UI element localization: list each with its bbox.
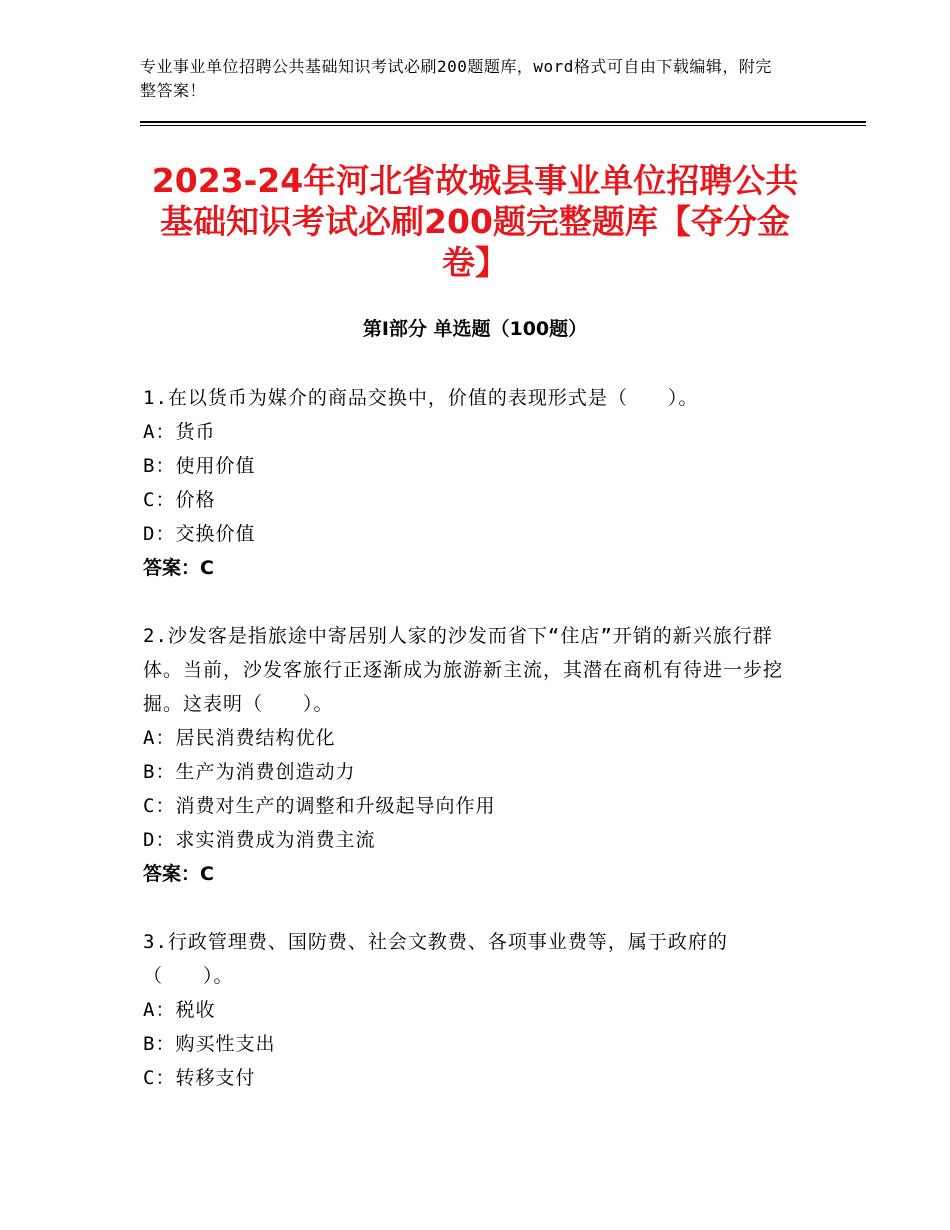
question-stem: 2.沙发客是指旅途中寄居别人家的沙发而省下“住店”开销的新兴旅行群体。当前，沙发客旅行正逐渐成为旅游新主流，其潜在商机有待进一步挖掘。这表明（ ）。 [143, 625, 784, 715]
question-stem: 3.行政管理费、国防费、社会文教费、各项事业费等，属于政府的（ ）。 [143, 931, 728, 987]
option-d: D：交换价值 [143, 523, 256, 545]
option-a: A：货币 [143, 421, 216, 443]
answer-line: 答案：C [143, 557, 214, 579]
option-c: C：转移支付 [143, 1067, 256, 1089]
option-a: A：居民消费结构优化 [143, 727, 336, 749]
document-title: 2023-24年河北省故城县事业单位招聘公共基础知识考试必刷200题完整题库【夺分金卷】 [151, 161, 799, 282]
option-b: B：生产为消费创造动力 [143, 761, 356, 783]
section-title: 第Ⅰ部分 单选题（100题） [362, 318, 588, 340]
option-d: D：求实消费成为消费主流 [143, 829, 376, 851]
question-spacer [143, 891, 803, 925]
header-rule-thin [140, 125, 866, 126]
option-b: B：使用价值 [143, 455, 256, 477]
question-1 [143, 381, 803, 585]
question-spacer [143, 585, 803, 619]
header-rule-thick [140, 121, 866, 123]
option-c: C：价格 [143, 489, 216, 511]
header-note: 专业事业单位招聘公共基础知识考试必刷200题题库，word格式可自由下载编辑，附完整答案！ [140, 57, 772, 100]
question-3 [143, 925, 803, 1095]
option-b: B：购买性支出 [143, 1033, 276, 1055]
option-a: A：税收 [143, 999, 216, 1021]
question-list [143, 381, 803, 1095]
answer-line: 答案：C [143, 863, 214, 885]
question-stem: 1.在以货币为媒介的商品交换中，价值的表现形式是（ ）。 [143, 387, 699, 409]
option-c: C：消费对生产的调整和升级起导向作用 [143, 795, 496, 817]
question-2 [143, 619, 803, 891]
